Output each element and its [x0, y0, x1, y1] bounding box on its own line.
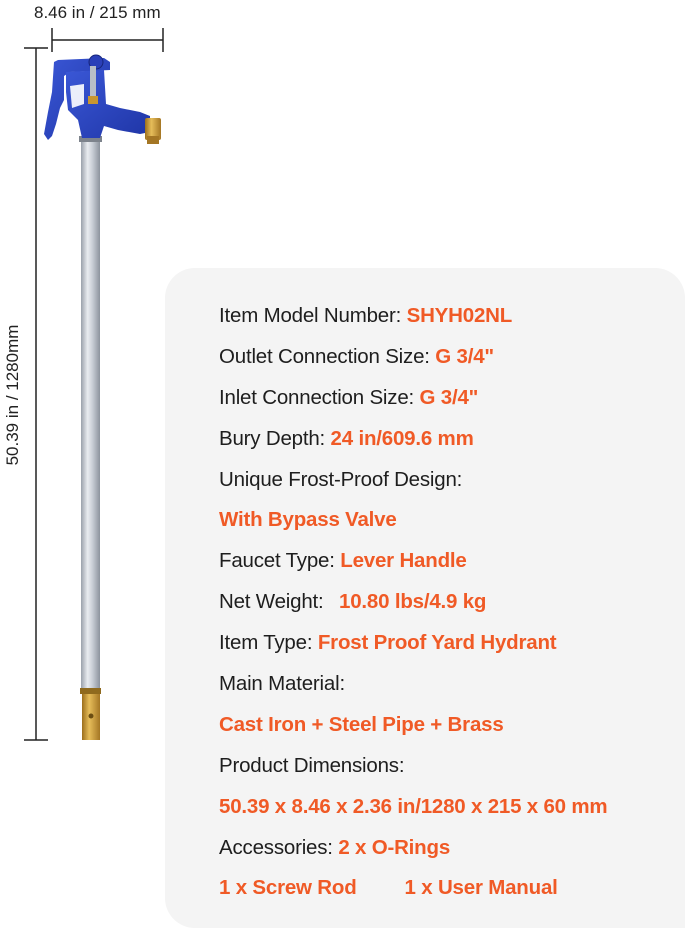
spec-label: Inlet Connection Size: [219, 385, 415, 409]
spec-row-outlet [219, 337, 607, 378]
spec-label: Accessories: [219, 835, 333, 859]
spec-value: G 3/4" [435, 344, 494, 368]
spec-row-design [219, 460, 607, 501]
spec-row-weight [219, 582, 607, 623]
spec-value: Frost Proof Yard Hydrant [317, 631, 557, 655]
spec-label: Item Type: [219, 631, 313, 655]
spec-row-bury-depth [219, 419, 607, 460]
lever-handle [44, 55, 161, 144]
spec-row-dimensions-value [219, 787, 607, 828]
height-dimension-label: 50.39 in / 1280mm [3, 324, 22, 466]
spec-label: Product Dimensions: [219, 753, 405, 777]
spec-value: Lever Handle [340, 549, 467, 573]
spec-value: 24 in/609.6 mm [330, 426, 474, 450]
spec-label: Item Model Number: [219, 304, 402, 327]
spec-value: 10.80 lbs/4.9 kg [339, 590, 487, 614]
spec-row-inlet [219, 378, 607, 419]
spec-row-faucet [219, 541, 607, 582]
spec-row-accessories [219, 828, 607, 869]
spec-label: Outlet Connection Size: [219, 344, 430, 368]
spec-label: Unique Frost-Proof Design: [219, 467, 463, 491]
spec-row-material [219, 664, 607, 705]
spec-row-dimensions [219, 746, 607, 787]
brass-inlet [80, 688, 101, 740]
spec-row-model [219, 296, 607, 337]
width-dimension-label: 8.46 in / 215 mm [34, 3, 161, 22]
spec-value: 2 x O-Rings [338, 835, 451, 859]
spec-value: Cast Iron + Steel Pipe + Brass [219, 712, 504, 736]
steel-pipe [81, 138, 100, 690]
spec-label: Bury Depth: [219, 426, 326, 450]
spec-label: Faucet Type: [219, 549, 335, 573]
accessory-screw-rod: 1 x Screw Rod [219, 876, 357, 900]
spec-value: 50.39 x 8.46 x 2.36 in/1280 x 215 x 60 mm [219, 794, 608, 818]
spec-label: Net Weight: [219, 590, 324, 614]
spec-value: G 3/4" [419, 385, 479, 409]
spec-value: With Bypass Valve [219, 508, 397, 532]
spec-list [219, 296, 607, 909]
spec-value: SHYH02NL [406, 304, 513, 327]
spec-row-item-type [219, 623, 607, 664]
spec-row-material-value [219, 705, 607, 746]
height-dimension-line [24, 48, 48, 740]
spec-row-accessories-extra [219, 868, 607, 909]
spec-label: Main Material: [219, 672, 345, 696]
spec-row-design-value [219, 500, 607, 541]
accessory-user-manual: 1 x User Manual [404, 876, 558, 900]
width-dimension-line [52, 28, 163, 52]
